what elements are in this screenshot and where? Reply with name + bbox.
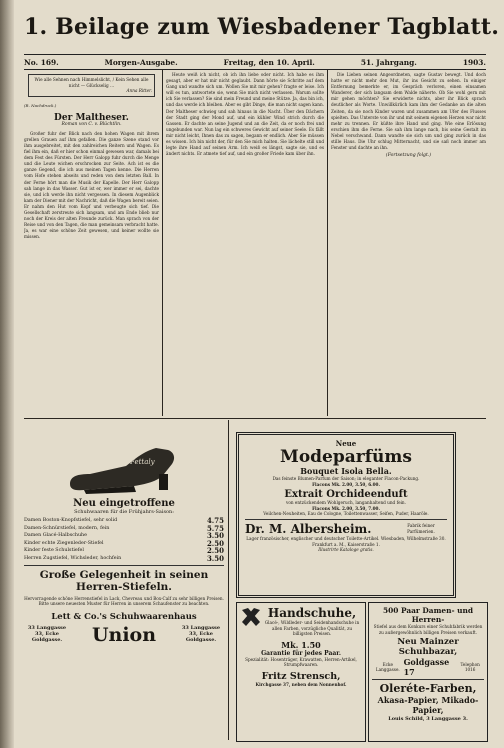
albersheim-sub: Fabrik feiner Parfümerien. <box>407 523 435 534</box>
shoe-ad-title: Neu eingetroffene <box>73 498 175 509</box>
shoe-item-price: 2.50 <box>206 546 224 556</box>
shoe-address-left: 33 Langgasse 33, Ecke Goldgasse. <box>27 625 67 643</box>
shoe-item-name: Damen Glacé-Halbschuhe <box>24 533 87 539</box>
schuhbazar-ecke: Ecke Langgasse. <box>375 661 400 673</box>
perfume-title: Modeparfüms <box>280 447 412 467</box>
gloves-price: Mk. 1.50 <box>281 639 321 650</box>
right-body: Die Lieben seinen Angeordneten, sagte Gustav bewegt. Und doch hatte er nicht mehr den Mut, ihr ins Gesicht zu sehen. In einiger Entfernung bemerkte er, im Gespräch verloren, einen einsamen Wanderer, der sich langsam dem Walde näherte. Ob Sie wohl gern mit mir gehen möchten? Sie erwiderte nichts, aber ihr Blick sprach deutlicher als Worte. Unwillkürlich kam ihm der Gedanke an die alten Zeiten, da sie noch Kinder waren und zusammen am Ufer des Flusses spielten. Das Unterste von ihr und mit seinem eigenen Herzen war nicht mehr zu trennen. Er küßte ihre Hand und ging. Wie eine Erlösung erschien ihm die Ferne. Sie sah ihm lange nach, bis seine Gestalt im Nebel verschwand. Dann wandte sie sich um und ging zurück in das stille Haus. Die Uhr schlug Mitternacht, und sie saß noch immer am Fenster und dachte an ihn. <box>331 72 486 151</box>
middle-text-column <box>166 72 324 416</box>
shoe-price-row <box>24 547 224 555</box>
divider <box>372 679 484 680</box>
shoe-price-row <box>24 525 224 533</box>
issue-meta-bar <box>24 54 486 70</box>
shoe-headline: Große Gelegenheit in seinen Herren-Stiefeln. <box>39 568 209 593</box>
perfume-advertisement <box>236 432 456 598</box>
gloves-address: Kirchgasse 37, neben dem Nonnenhof. <box>255 681 347 687</box>
section-rule <box>24 418 486 419</box>
albersheim-text: Lager französischer, englischer und deutscher Toilette-Artikel. Wiesbaden, Wilhelmstraße 30. Frankfurt a. M., Kaiserstraße 1. <box>246 535 446 547</box>
gloves-advertisement <box>236 602 366 742</box>
right-ad-title: 500 Paar Damen- und Herren- <box>382 606 474 624</box>
shoe-advertisement <box>24 426 224 738</box>
gloves-guarantee: Garantie für jedes Paar. <box>261 649 341 657</box>
bouquet-name: Bouquet Isola Bella. <box>300 466 392 476</box>
schuhbazar-address-row <box>372 657 484 677</box>
extract-text: von entzückendem Wohlgeruch, langanhaltend und fein. <box>286 500 406 506</box>
bouquet-price: Flacons Mk. 2.00, 3.50, 6.00. <box>312 481 380 487</box>
issue-date: Freitag, den 10. April. <box>223 57 315 67</box>
gloves-title: Handschuhe, <box>267 606 357 620</box>
schuhbazar-street: Goldgasse 17 <box>403 657 450 678</box>
column-rule <box>162 70 163 416</box>
edition-label: Morgen-Ausgabe. <box>104 57 178 67</box>
middle-body: Heute weiß ich nicht, ob ich ihn liebe oder nicht. Ich habe es ihm gesagt, aber er hat mir nicht geglaubt. Dann hörte sie Schritte auf dem Gang und wandte sich um. Wollen Sie mit mir gehen? fragte er leise. Ich will es tun, antwortete sie, wenn Sie mich nicht verlassen. Warum sollte ich Sie verlassen? Sie sind mein Freund und meine Stütze. Ja, das bin ich, und das werde ich bleiben. Aber es gibt Dinge, die man nicht sagen kann. Der Maltheser schwieg und sah hinaus in die Nacht. Über den Dächern der Stadt ging der Mond auf, und ein kühler Wind strich durch die Gassen. Er dachte an seine Jugend und an die Zeit, da er noch frei und ungebunden war. Nun lag ein schweres Gewicht auf seiner Seele. Es fällt mir nicht leicht, Ihnen das zu sagen, begann er endlich. Aber Sie müssen es wissen. Ich bin nicht der, für den Sie mich halten. Sie lächelte still und legte ihre Hand auf seinen Arm. Ich weiß es längst, sagte sie, und es ändert nichts. Er atmete tief auf, und ein großer Friede kam über ihn. <box>166 72 324 157</box>
gloves-owner: Fritz Strensch, <box>261 670 341 682</box>
shoe-brand: Fettaly <box>130 458 155 466</box>
issue-year: 1903. <box>462 57 486 67</box>
right-ad-text: Stiefel aus dem Konkurs einer Schuhfabrik werden zu außergewöhnlich billigen Preisen verkauft. <box>373 624 483 635</box>
schuhbazar-phone: Telephon 1016 <box>460 661 480 673</box>
shoe-item-price: 3.50 <box>206 531 224 541</box>
shoe-store-name: Union <box>91 623 157 646</box>
shoe-item-price: 5.75 <box>206 523 224 533</box>
serial-subtitle: Roman von C. v. Blüchtlin. <box>61 121 122 127</box>
shoe-address-right: 33 Langgasse 33, Ecke Goldgasse. <box>181 625 221 643</box>
shoe-company: Lett & Co.'s Schuhwaarenhaus <box>51 611 197 622</box>
reprint-note: (R. Nachdruck.) <box>24 102 57 108</box>
shoe-item-price: 2.50 <box>206 538 224 548</box>
extract-price: Flacons Mk. 2.00, 3.50, 7.00. <box>312 505 380 511</box>
divider <box>245 519 447 520</box>
issue-number: No. 169. <box>24 57 59 67</box>
poem-author: Anna Ritter. <box>126 88 152 93</box>
albersheim-name: Dr. M. Albersheim. <box>245 521 372 536</box>
shoe-price-list <box>24 517 224 563</box>
masthead-title: 1. Beilage zum Wiesbadener Tagblatt. <box>24 14 500 40</box>
masthead <box>24 14 500 52</box>
albersheim-row <box>245 522 447 536</box>
perfume-catalog: Illustrirte Kataloge gratis. <box>318 547 374 553</box>
gloves-text: Glacé-, Wildleder- und Seidenhandschuhe in allen Farben, vorzügliche Qualität, zu billigsten Preisen. <box>264 620 360 637</box>
shoe-price-row <box>24 517 224 525</box>
shoe-store-row <box>24 624 224 646</box>
poem-box <box>28 74 155 97</box>
schuhbazar-name: Neu Mainzer Schuhbazar, <box>397 637 459 658</box>
extract-name: Extrait Orchideenduft <box>284 489 408 501</box>
divider <box>24 565 224 566</box>
right-advertisement <box>368 602 488 742</box>
poem-text: Wie alle Sehnen nach Himmelslicht, / Kein Sehen alle nicht — Glückselig … <box>34 77 149 88</box>
volume-label: 51. Jahrgang. <box>360 57 417 67</box>
right-text-column <box>331 72 486 416</box>
column-rule <box>327 70 328 416</box>
shoe-ad-subtitle: Schuhwaaren für die Frühjahrs-Saison: <box>74 509 174 515</box>
bouquet-text: Das feinste Blumen-Parfum der Saison; in eleganter Flacon-Packung. <box>272 476 420 481</box>
shoe-price-row <box>24 540 224 548</box>
shoe-item-name: Kinder feste Schulstiefel <box>24 548 84 554</box>
shoe-price-row <box>24 532 224 540</box>
shoe-item-price: 4.75 <box>206 516 224 525</box>
papier-line: Akasa-Papier, Mikado-Papier, <box>377 695 479 716</box>
left-text-column <box>24 72 159 416</box>
shoe-item-name: Kinder echte Ziegenleder-Stiefel <box>24 540 104 546</box>
page-edge-shadow <box>0 0 14 748</box>
shoe-icon <box>64 440 184 498</box>
perfume-notes: Veilchen-Neuheiten, Eau de Cologne, Toilettenwasser, Seifen, Puder, Haaröle. <box>263 511 429 517</box>
ad-rule <box>228 420 229 740</box>
shoe-item-name: Herren Zugstiefel, Wichsleder, hochfein <box>24 555 122 561</box>
oelerete-title: Oleréte-Farben, <box>379 682 477 696</box>
serial-body: Großer fuhr der Blick nach den hohen Wagen mit ihrem grellen Grauen auf ihm gefallen. Die ganze Szene stand vor ihm ausgebreitet, mit den zahlreichen Reitern und Wagen. Es fiel ihm ein, daß er hier schon einmal gewesen war, damals bei dem Fest des Fürsten. Der Herr Galopp fuhr durch die Menge und die Leute wichen erschrocken zur Seite. Ach ist es die ganze Gegend, die ich aus meinen Tagen kenne. Die Herren vom Hofe stehen abseits und reden von dem letzten Ball. In der Ferne hört man die Musik der Kapelle. Der Herr Galopp sah lange in das Wasser. Gut ist er, wer immer er sei, dachte sie, und ich werde ihn nicht vergessen. In diesem Augenblick kam der Diener mit der Nachricht, daß die Wagen bereit seien. Er nahm den Hut vom Kopf und verbeugte sich tief. Die Gesellschaft zerstreute sich langsam, und am Ende blieb nur noch der Kreis der alten Freunde zurück. Man sprach von der Reise und von den Tagen, die man gemeinsam verbracht hatte. Ja, es war eine schöne Zeit gewesen, und keiner wollte sie missen. <box>24 130 159 240</box>
shoe-item-name: Damen Boston-Knopfstiefel, sehr solid <box>24 518 118 523</box>
shoe-price-row <box>24 555 224 563</box>
gloves-extra: Spezialität: Hosenträger, Krawatten, Herren-Artikel, Strumpfwaaren. <box>245 656 357 668</box>
serial-title: Der Maltheser. <box>54 112 129 123</box>
shoe-note: Hervorragende schöne Herrenstiefel in Lack, Chevreau und Box-Calf zu sehr billigen Preisen. Bitte unsere neuesten Muster für Herren in unserem Schaufenster zu beachten. <box>24 595 224 607</box>
continued-note: (Fortsetzung folgt.) <box>385 153 432 159</box>
perfume-kicker: Neue <box>335 439 357 448</box>
schild-address: Louis Schild, 3 Langgasse 3. <box>388 716 468 723</box>
shoe-item-price: 3.50 <box>206 553 224 563</box>
crossed-gloves-icon <box>240 606 262 628</box>
shoe-item-name: Damen-Schnürstiefel, modern, fein <box>24 525 110 531</box>
